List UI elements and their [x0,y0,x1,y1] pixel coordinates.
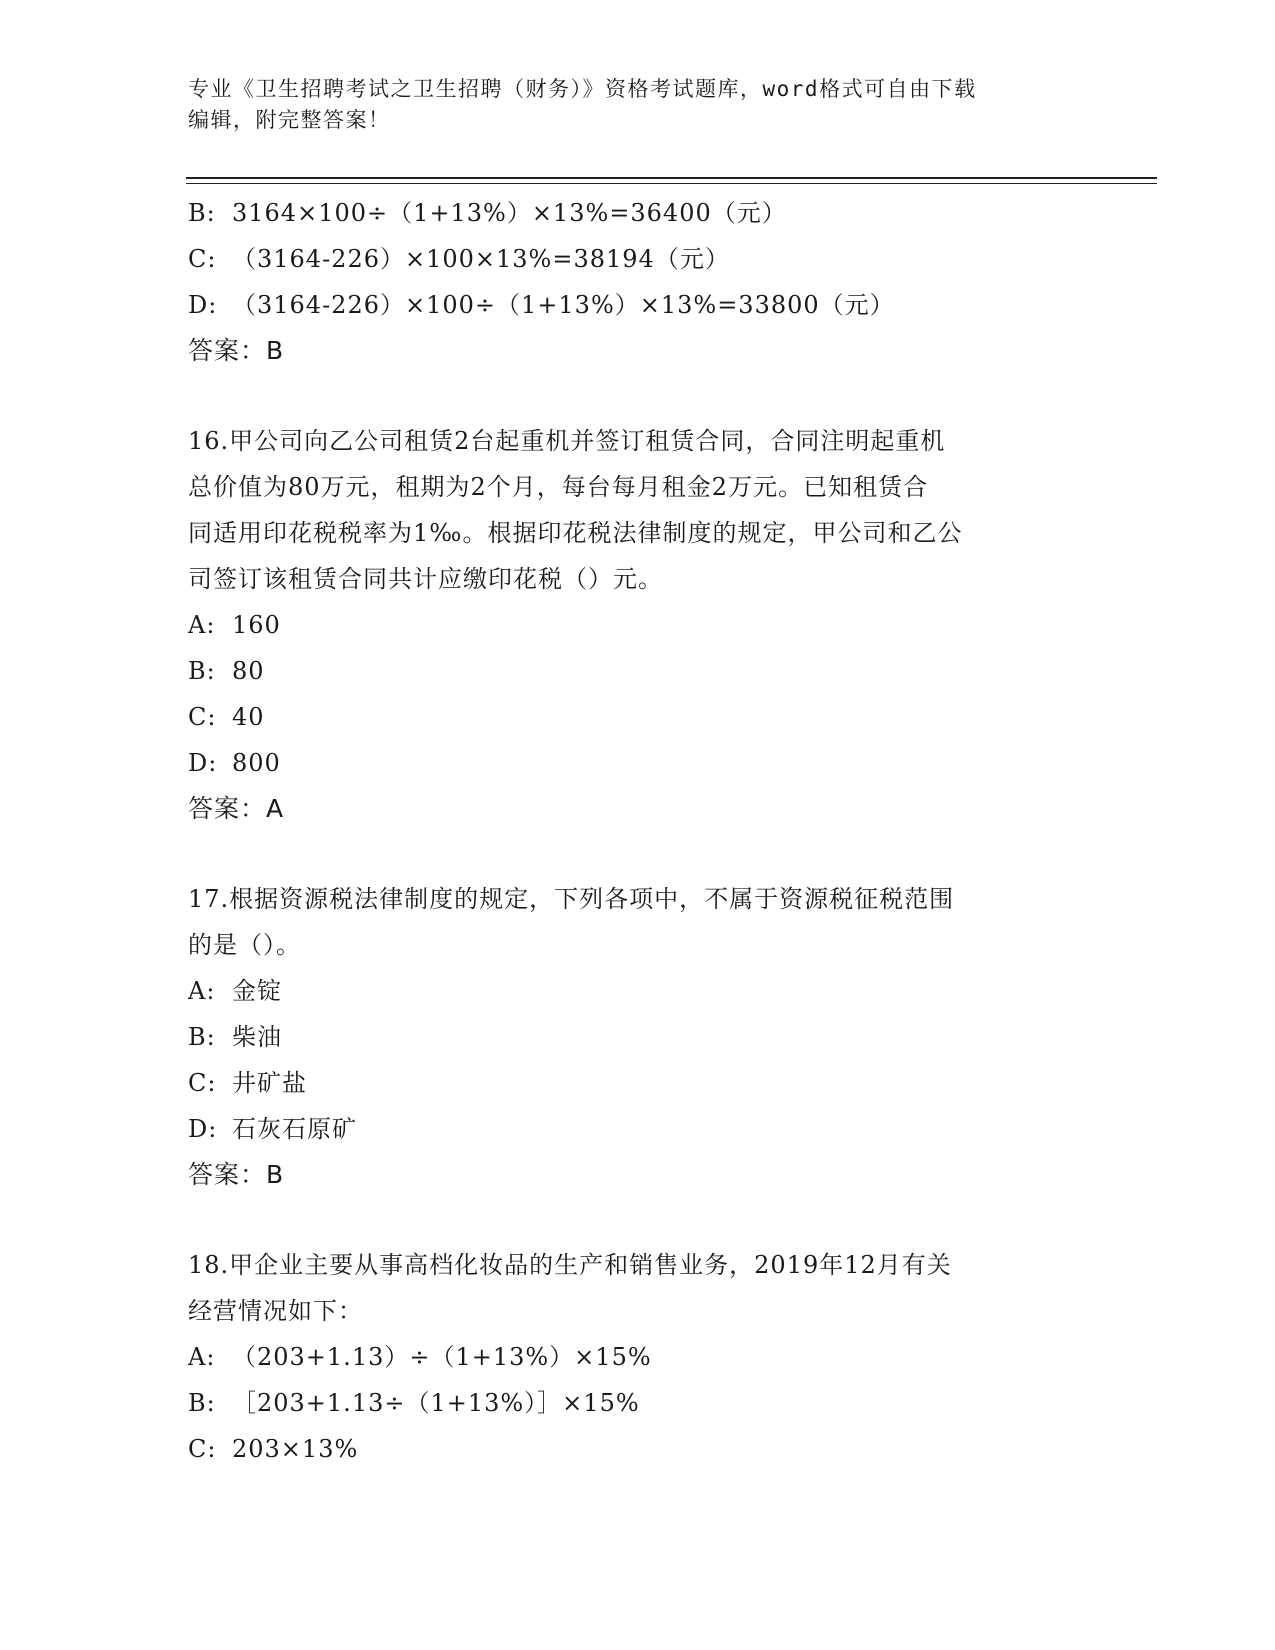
question-stem-line: 总价值为80万元，租期为2个月，每台每月租金2万元。已知租赁合 [188,473,929,501]
question-17 [188,876,1088,1198]
option-letter: A: [188,977,216,1005]
option-letter: D: [188,1115,218,1143]
option-letter: D: [188,749,218,777]
option-a [188,602,1088,648]
answer-line: 答案：B [188,1160,285,1189]
option-b [188,1014,1088,1060]
option-b [188,190,1088,236]
option-text: 80 [232,657,265,685]
option-c [188,1060,1088,1106]
option-c [188,236,1088,282]
option-text: 井矿盐 [232,1069,307,1097]
option-text: 800 [232,749,281,777]
option-letter: A: [188,611,216,639]
question-stem-line: 经营情况如下： [188,1297,363,1325]
question-stem-line: 同适用印花税税率为1‰。根据印花税法律制度的规定，甲公司和乙公 [188,519,963,547]
option-d [188,282,1088,328]
header-line-1: 专业《卫生招聘考试之卫生招聘（财务）》资格考试题库，word格式可自由下载 [188,77,977,101]
question-stem-line: 16.甲公司向乙公司租赁2台起重机并签订租赁合同，合同注明起重机 [188,427,946,455]
question-16 [188,418,1088,832]
option-letter: D: [188,291,218,319]
option-a [188,968,1088,1014]
header-line-2: 编辑，附完整答案！ [188,108,391,132]
option-text: （3164-226）×100×13%=38194（元） [232,245,730,273]
option-a [188,1334,1088,1380]
option-letter: B: [188,1389,216,1417]
answer-line: 答案：A [188,794,285,823]
question-18 [188,1242,1088,1472]
option-text: 金锭 [232,977,282,1005]
document-header [188,74,1088,136]
option-letter: C: [188,1435,217,1463]
option-text: ［203+1.13÷（1+13%）］×15% [232,1389,640,1417]
option-text: 160 [232,611,281,639]
option-letter: B: [188,657,216,685]
option-text: （203+1.13）÷（1+13%）×15% [232,1343,652,1371]
option-letter: B: [188,1023,216,1051]
option-text: 3164×100÷（1+13%）×13%=36400（元） [232,199,787,227]
option-letter: C: [188,703,217,731]
option-c [188,694,1088,740]
option-text: （3164-226）×100÷（1+13%）×13%=33800（元） [232,291,895,319]
option-letter: A: [188,1343,216,1371]
option-d [188,740,1088,786]
option-text: 石灰石原矿 [232,1115,357,1143]
question-stem-line: 18.甲企业主要从事高档化妆品的生产和销售业务，2019年12月有关 [188,1251,952,1279]
option-text: 柴油 [232,1023,282,1051]
question-stem-line: 司签订该租赁合同共计应缴印花税（）元。 [188,565,663,593]
option-b [188,1380,1088,1426]
document-body [188,190,1088,1472]
option-text: 203×13% [232,1435,359,1463]
header-divider-thin [186,183,1157,184]
option-letter: C: [188,245,217,273]
question-stem-line: 17.根据资源税法律制度的规定，下列各项中，不属于资源税征税范围 [188,885,955,913]
option-d [188,1106,1088,1152]
option-b [188,648,1088,694]
answer-line: 答案：B [188,336,285,365]
question-15-tail [188,190,1088,374]
option-letter: C: [188,1069,217,1097]
option-c [188,1426,1088,1472]
header-divider-thick [186,177,1157,179]
option-text: 40 [232,703,265,731]
option-letter: B: [188,199,216,227]
question-stem-line: 的是（）。 [188,931,301,959]
